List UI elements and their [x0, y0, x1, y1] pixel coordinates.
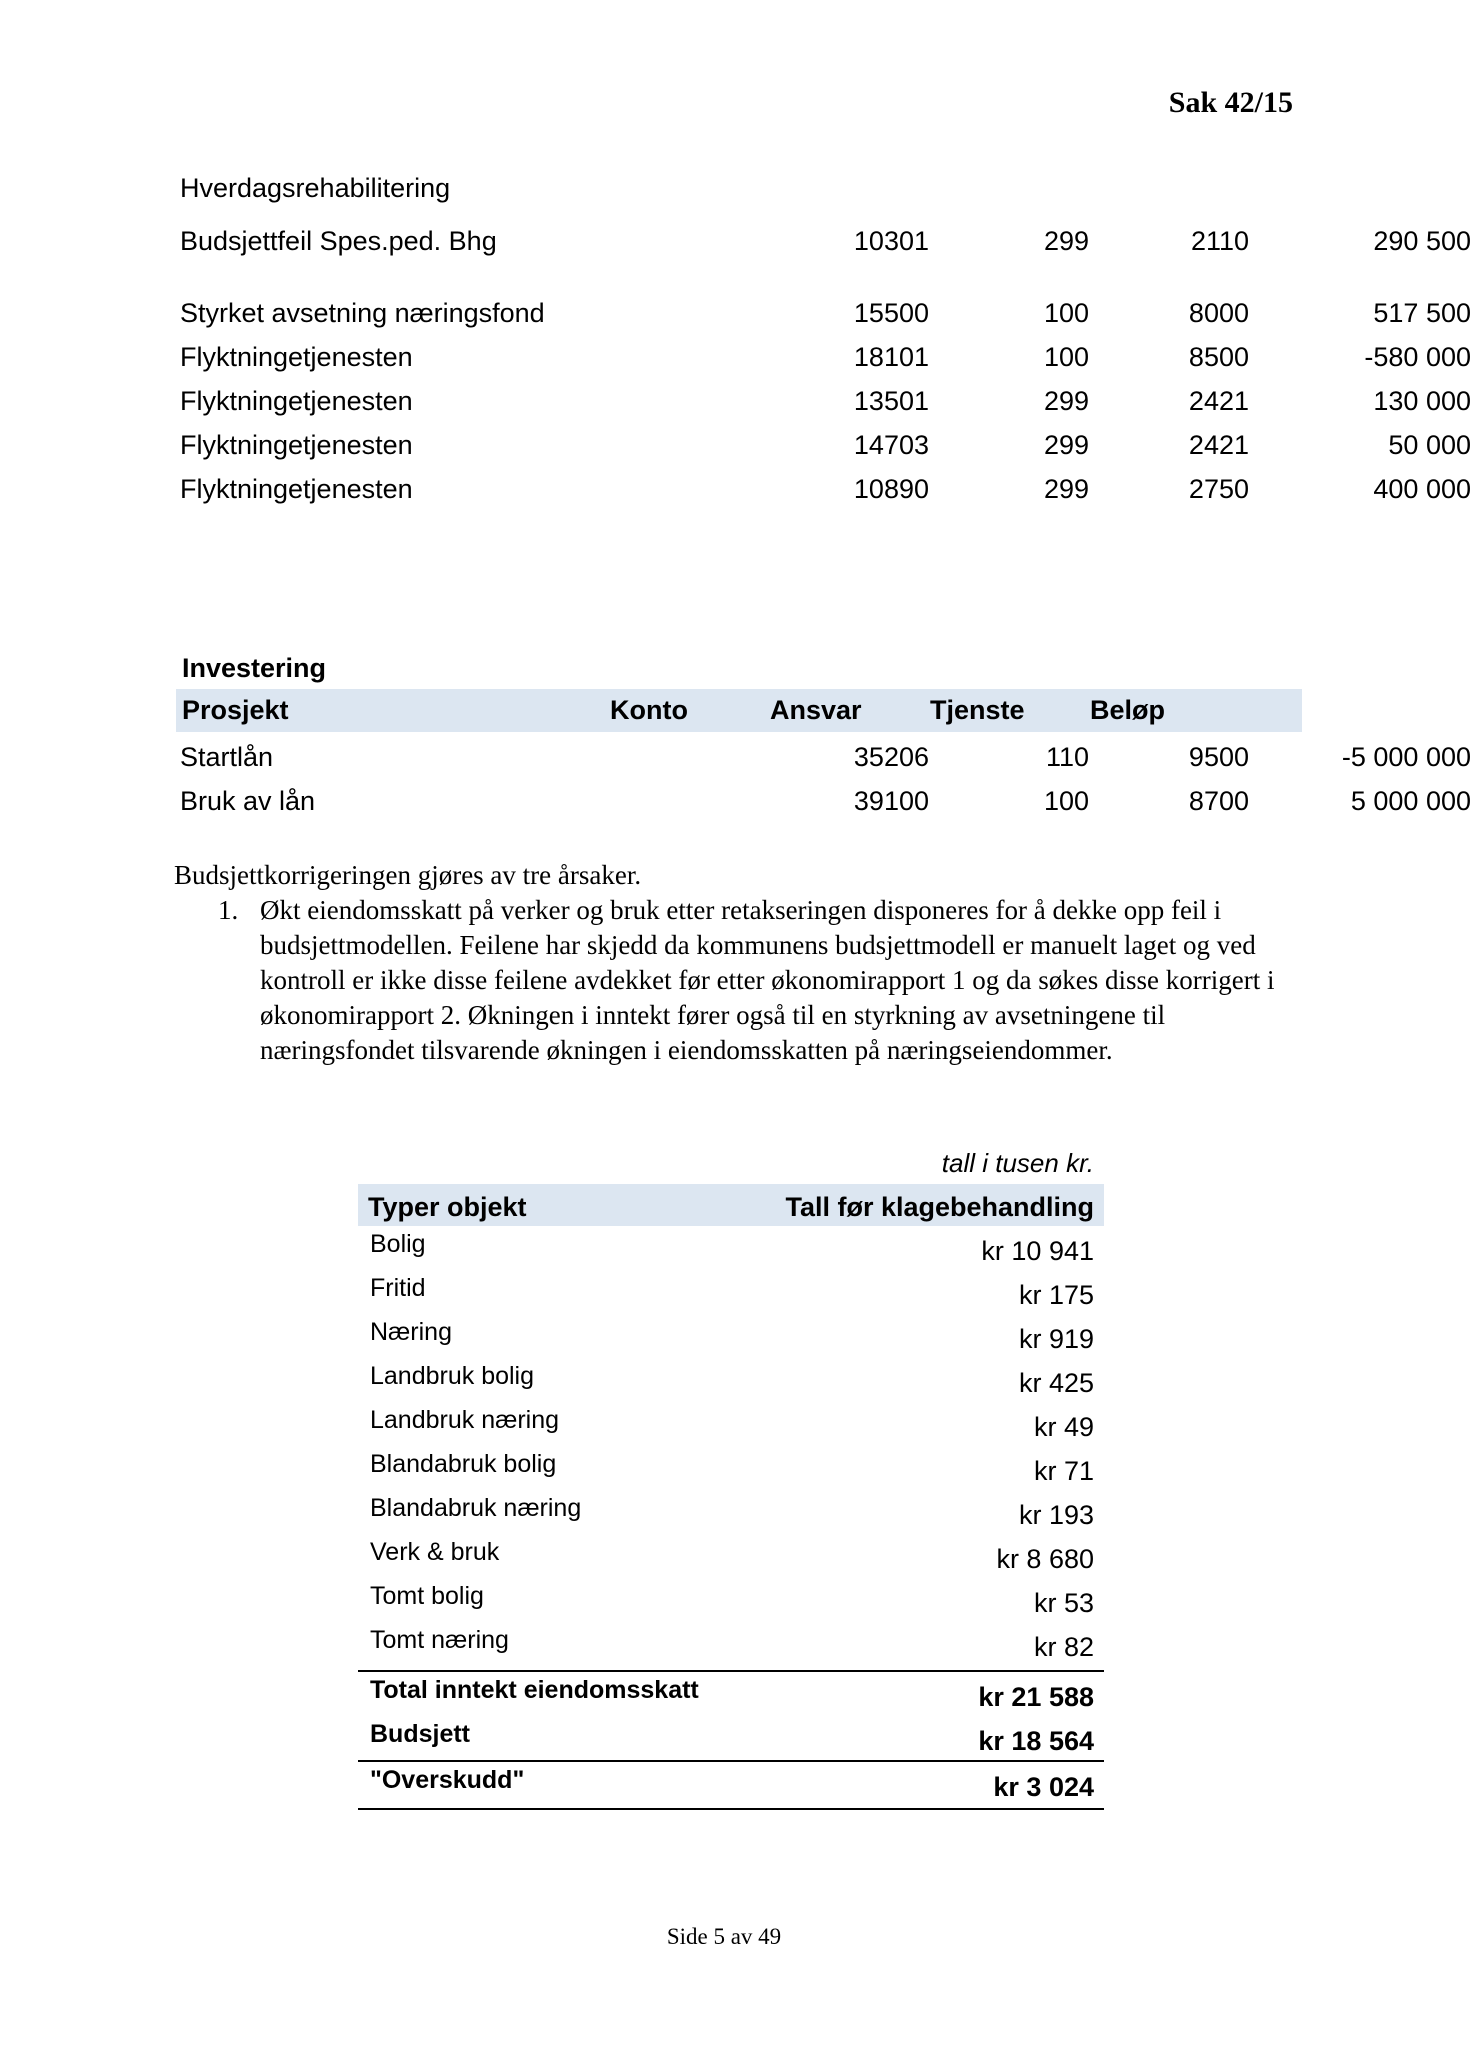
row-label: Landbruk næring	[370, 1406, 560, 1434]
row-label: Tomt næring	[370, 1626, 509, 1654]
table-row	[358, 1316, 1104, 1360]
row-name: Flyktningetjenesten	[180, 342, 413, 372]
row-tjeneste: 9500	[1188, 742, 1249, 772]
tax-header-row	[358, 1184, 1104, 1226]
row-name: Hverdagsrehabilitering	[180, 173, 451, 203]
row-konto: 39100	[853, 786, 929, 816]
investment-header-row	[176, 689, 1302, 732]
table-row	[180, 226, 1471, 266]
total-label: Total inntekt eiendomsskatt	[370, 1676, 699, 1704]
table-row	[358, 1272, 1104, 1316]
row-konto: 14703	[853, 430, 929, 460]
row-ansvar: 100	[1043, 786, 1089, 816]
table-row	[358, 1228, 1104, 1272]
header-tjenste: Tjenste	[930, 695, 1025, 725]
table-row	[358, 1492, 1104, 1536]
surplus-row	[358, 1764, 1104, 1808]
header-prosjekt: Prosjekt	[182, 695, 289, 725]
row-name: Startlån	[180, 742, 274, 772]
row-konto: 35206	[853, 742, 929, 772]
row-tjeneste: 2110	[1190, 226, 1249, 256]
surplus-value: kr 3 024	[993, 1772, 1094, 1802]
list-item-text: Økt eiendomsskatt på verker og bruk etter retakseringen disponeres for å dekke opp feil i budsjettmodellen. Feilene har skjedd da kommunens budsjettmodell er manuelt laget og ved kontroll er ikke disse feilene avdekket før etter økonomirapport 1 og da søkes disse korrigert i økonomirapport 2. Økningen i inntekt fører også til en styrkning av avsetningene til næringsfondet tilsvarende økningen i eiendomsskatten på næringseiendommer.	[260, 895, 1275, 1065]
list-number: 1.	[218, 895, 239, 925]
row-value: kr 82	[1033, 1632, 1094, 1662]
row-belop: 50 000	[1388, 430, 1471, 460]
table-divider	[358, 1760, 1104, 1762]
paragraph-intro: Budsjettkorrigeringen gjøres av tre årsaker.	[174, 860, 642, 890]
row-value: kr 193	[1018, 1500, 1094, 1530]
row-ansvar: 299	[1043, 386, 1089, 416]
row-konto: 10890	[853, 474, 929, 504]
header-type: Typer objekt	[368, 1192, 527, 1222]
row-name: Flyktningetjenesten	[180, 430, 413, 460]
explanation-paragraph	[174, 858, 1304, 1068]
table-row	[358, 1536, 1104, 1580]
table-divider	[358, 1670, 1104, 1672]
table-row	[180, 786, 1471, 826]
row-ansvar: 100	[1043, 298, 1089, 328]
table-row	[180, 298, 1471, 338]
row-name: Flyktningetjenesten	[180, 386, 413, 416]
row-tjeneste: 8500	[1188, 342, 1249, 372]
surplus-label: "Overskudd"	[370, 1766, 525, 1794]
row-name: Bruk av lån	[180, 786, 316, 816]
row-belop: -580 000	[1364, 342, 1471, 372]
row-belop: 517 500	[1373, 298, 1471, 328]
row-tjeneste: 8700	[1188, 786, 1249, 816]
row-ansvar: 299	[1043, 474, 1089, 504]
investment-title: Investering	[182, 653, 327, 683]
row-label: Tomt bolig	[370, 1582, 484, 1610]
budget-row	[358, 1718, 1104, 1762]
row-tjeneste: 2421	[1188, 386, 1249, 416]
row-tjeneste: 8000	[1188, 298, 1249, 328]
table-row	[358, 1404, 1104, 1448]
table-unit-note: tall i tusen kr.	[941, 1148, 1094, 1178]
row-label: Næring	[370, 1318, 452, 1346]
row-label: Fritid	[370, 1274, 426, 1302]
row-value: kr 425	[1018, 1368, 1094, 1398]
table-row	[180, 474, 1471, 514]
row-value: kr 8 680	[996, 1544, 1094, 1574]
header-belop: Beløp	[1090, 695, 1166, 725]
budget-value: kr 18 564	[978, 1726, 1094, 1756]
row-value: kr 175	[1018, 1280, 1094, 1310]
page-footer: Side 5 av 49	[666, 1924, 782, 1949]
table-row	[180, 173, 1300, 213]
total-row	[358, 1674, 1104, 1718]
table-row	[358, 1360, 1104, 1404]
table-row	[358, 1624, 1104, 1668]
row-tjeneste: 2421	[1188, 430, 1249, 460]
total-value: kr 21 588	[978, 1682, 1094, 1712]
row-label: Bolig	[370, 1230, 426, 1258]
row-tjeneste: 2750	[1188, 474, 1249, 504]
row-belop: 5 000 000	[1350, 786, 1471, 816]
row-ansvar: 100	[1043, 342, 1089, 372]
row-value: kr 53	[1033, 1588, 1094, 1618]
row-belop: 290 500	[1373, 226, 1471, 256]
row-name: Styrket avsetning næringsfond	[180, 298, 545, 328]
row-belop: 130 000	[1373, 386, 1471, 416]
row-konto: 13501	[853, 386, 929, 416]
table-row	[180, 342, 1471, 382]
table-row	[358, 1580, 1104, 1624]
row-ansvar: 110	[1045, 742, 1089, 772]
row-value: kr 919	[1018, 1324, 1094, 1354]
row-name: Flyktningetjenesten	[180, 474, 413, 504]
header-ansvar: Ansvar	[770, 695, 862, 725]
row-ansvar: 299	[1043, 226, 1089, 256]
row-ansvar: 299	[1043, 430, 1089, 460]
table-row	[180, 742, 1471, 782]
table-row	[180, 430, 1471, 470]
header-value: Tall før klagebehandling	[785, 1192, 1094, 1222]
row-value: kr 10 941	[981, 1236, 1094, 1266]
row-konto: 10301	[853, 226, 929, 256]
row-konto: 15500	[853, 298, 929, 328]
row-value: kr 71	[1033, 1456, 1094, 1486]
row-name: Budsjettfeil Spes.ped. Bhg	[180, 226, 497, 256]
row-konto: 18101	[853, 342, 929, 372]
row-belop: -5 000 000	[1341, 742, 1471, 772]
row-label: Blandabruk næring	[370, 1494, 582, 1522]
row-label: Landbruk bolig	[370, 1362, 535, 1390]
case-number: Sak 42/15	[1168, 86, 1293, 119]
table-bottom-rule	[358, 1808, 1104, 1810]
table-row	[180, 386, 1471, 426]
row-label: Blandabruk bolig	[370, 1450, 557, 1478]
table-row	[358, 1448, 1104, 1492]
row-label: Verk & bruk	[370, 1538, 500, 1566]
row-belop: 400 000	[1373, 474, 1471, 504]
budget-label: Budsjett	[370, 1720, 470, 1748]
header-konto: Konto	[610, 695, 688, 725]
row-value: kr 49	[1033, 1412, 1094, 1442]
